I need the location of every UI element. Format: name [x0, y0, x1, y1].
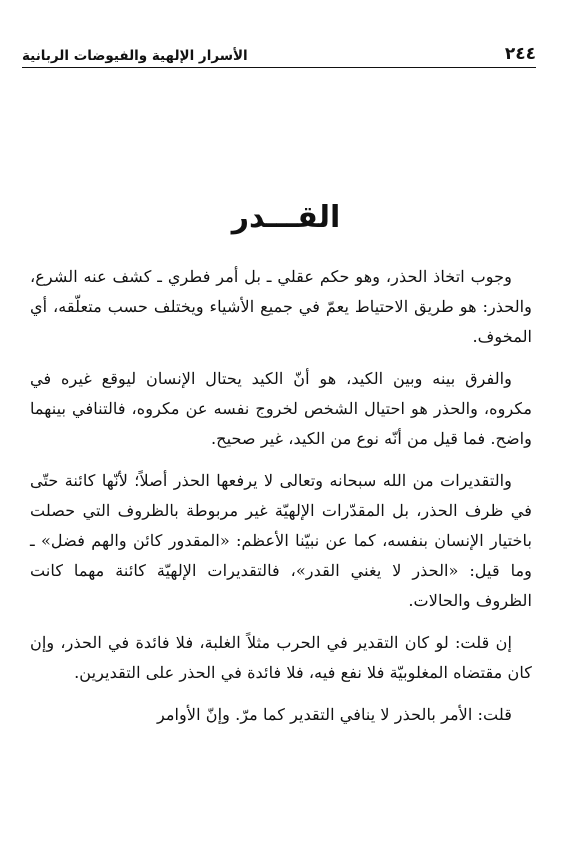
paragraph-1: وجوب اتخاذ الحذر، وهو حكم عقلي ـ بل أمر فطري ـ كشف عنه الشرع، والحذر: هو طريق الاحتياط يعمّ في جميع الأشياء ويختلف حسب متعلّقه، أي المخوف.: [30, 267, 532, 346]
body-text: [30, 262, 532, 730]
paragraph-3: والتقديرات من الله سبحانه وتعالى لا يرفعها الحذر أصلاً؛ لأنّها كائنة حتّى في ظرف الحذر، بل المقدّرات الإلهيّة غير مربوطة بالظروف التي حصلت باختيار الإنسان بنفسه، كما عن نبيّنا الأعظم: «المقدور كائن والهم فضل» ـ وما قيل: «الحذر لا يغني القدر»، فالتقديرات الإلهيّة كائنة مهما كانت الظروف والحالات.: [30, 471, 532, 610]
chapter-title: القـــدر: [231, 200, 341, 235]
paragraph-5: قلت: الأمر بالحذر لا ينافي التقدير كما مرّ. وإنّ الأوامر: [156, 705, 512, 724]
running-header: [22, 38, 536, 68]
paragraph-4: إن قلت: لو كان التقدير في الحرب مثلاً الغلبة، فلا فائدة في الحذر، وإن كان مقتضاه المغلوبيّة فلا نفع فيه، فلا فائدة في الحذر على التقديرين.: [30, 633, 532, 682]
page-number: ٢٤٤: [504, 44, 536, 64]
book-title: الأسرار الإلهية والفيوضات الربانية: [22, 48, 248, 64]
paragraph-2: والفرق بينه وبين الكيد، هو أنّ الكيد يحتال الإنسان ليوقع غيره في مكروه، والحذر هو احتيال الشخص لخروج نفسه عن مكروه، فالتنافي بينهما واضح. فما قيل من أنّه نوع من الكيد، غير صحيح.: [30, 369, 532, 448]
